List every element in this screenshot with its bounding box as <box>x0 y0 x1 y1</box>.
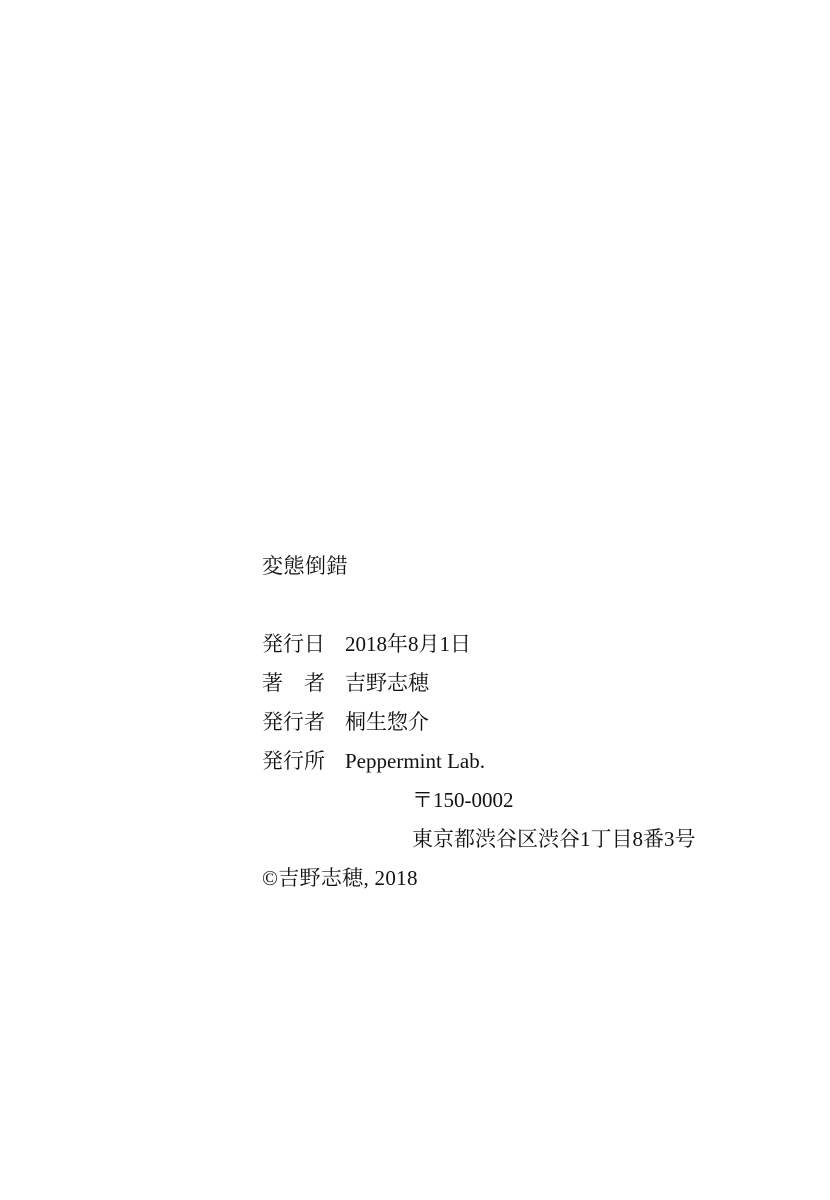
publishing-house-label: 発行所 <box>262 749 325 773</box>
publisher-person-label: 発行者 <box>262 710 325 734</box>
colophon-row-publisher-person <box>262 703 696 742</box>
colophon-row-publishing-house <box>262 742 696 781</box>
publishing-house-value: Peppermint Lab. <box>345 749 485 773</box>
author-value: 吉野志穂 <box>345 671 429 695</box>
postal-code: 〒150-0002 <box>412 788 514 812</box>
colophon-row-publication-date <box>262 625 696 664</box>
publication-date-label: 発行日 <box>262 632 325 656</box>
publication-date-value: 2018年8月1日 <box>345 632 471 656</box>
colophon-row-author <box>262 664 696 703</box>
publisher-address: 東京都渋谷区渋谷1丁目8番3号 <box>412 827 696 851</box>
colophon-block <box>262 547 696 898</box>
publisher-person-value: 桐生惣介 <box>345 710 429 734</box>
copyright-notice: ©吉野志穂, 2018 <box>262 866 418 890</box>
blank-line <box>262 586 696 625</box>
author-label: 著 者 <box>262 671 325 695</box>
book-title: 変態倒錯 <box>262 554 348 578</box>
